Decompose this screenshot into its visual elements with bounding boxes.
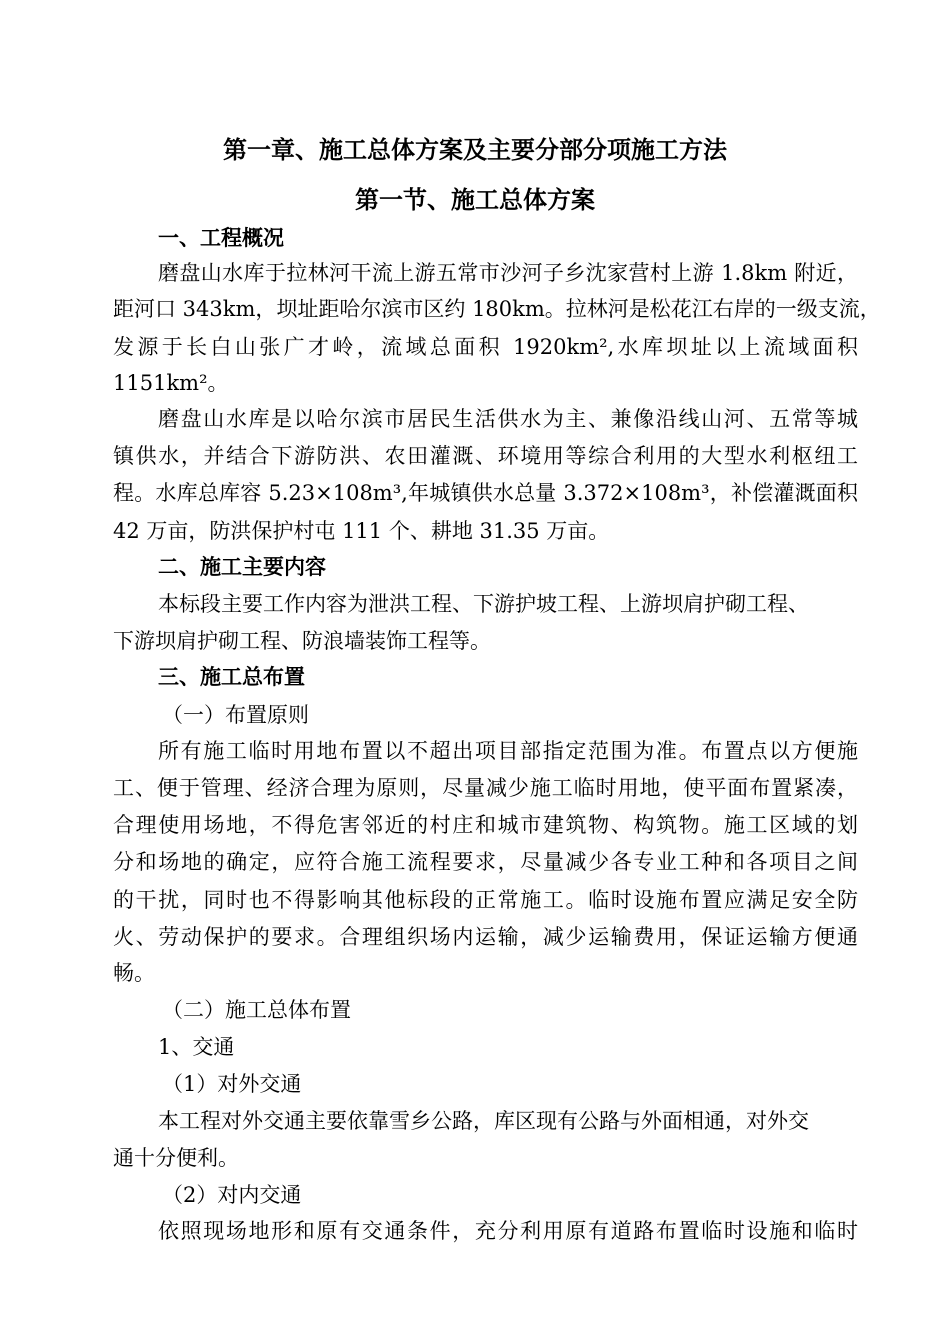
subheading-external-traffic: （1）对外交通 — [162, 1072, 302, 1096]
paragraph-line: 合理使用场地，不得危害邻近的村庄和城市建筑物、构筑物。施工区域的划 — [113, 813, 858, 837]
paragraph-line: 分和场地的确定，应符合施工流程要求，尽量减少各专业工种和各项目之间 — [113, 850, 858, 874]
paragraph-line: 42 万亩，防洪保护村屯 111 个、耕地 31.35 万亩。 — [113, 519, 610, 543]
paragraph-line: 磨盘山水库是以哈尔滨市居民生活供水为主、兼像沿线山河、五常等城 — [158, 407, 858, 431]
paragraph-line: 所有施工临时用地布置以不超出项目部指定范围为准。布置点以方便施 — [158, 739, 858, 763]
paragraph-line: 程。水库总库容 5.23×108m³,年城镇供水总量 3.372×108m³，补偿灌溉面积 — [113, 481, 858, 505]
item-traffic: 1、交通 — [158, 1035, 235, 1059]
paragraph-line: 镇供水，并结合下游防洪、农田灌溉、环境用等综合利用的大型水利枢纽工 — [113, 444, 858, 468]
paragraph-line: 工、便于管理、经济合理为原则，尽量减少施工临时用地，使平面布置紧凑， — [113, 776, 858, 800]
paragraph-line: 依照现场地形和原有交通条件，充分利用原有道路布置临时设施和临时 — [158, 1219, 858, 1243]
paragraph-line: 本标段主要工作内容为泄洪工程、下游护坡工程、上游坝肩护砌工程、 — [158, 592, 809, 616]
paragraph-line: 1151km²。 — [113, 371, 229, 395]
paragraph-line: 畅。 — [113, 961, 155, 985]
heading-main-content: 二、施工主要内容 — [158, 554, 326, 579]
paragraph-line: 通十分便利。 — [113, 1146, 239, 1170]
chapter-title: 第一章、施工总体方案及主要分部分项施工方法 — [223, 135, 727, 164]
subheading-general-layout: （二）施工总体布置 — [162, 998, 351, 1022]
paragraph-line: 发源于长白山张广才岭，流域总面积 1920km²,水库坝址以上流域面积 — [113, 335, 858, 359]
heading-project-overview: 一、工程概况 — [158, 225, 284, 250]
paragraph-line: 本工程对外交通主要依靠雪乡公路，库区现有公路与外面相通，对外交 — [158, 1109, 809, 1133]
heading-general-layout: 三、施工总布置 — [158, 664, 305, 689]
paragraph-line: 火、劳动保护的要求。合理组织场内运输，减少运输费用，保证运输方便通 — [113, 925, 858, 949]
paragraph-line: 的干扰，同时也不得影响其他标段的正常施工。临时设施布置应满足安全防 — [113, 888, 858, 912]
section-title: 第一节、施工总体方案 — [355, 185, 595, 214]
subheading-layout-principles: （一）布置原则 — [162, 703, 309, 727]
paragraph-line: 磨盘山水库于拉林河干流上游五常市沙河子乡沈家营村上游 1.8km 附近， — [158, 261, 858, 285]
paragraph-line: 距河口 343km，坝址距哈尔滨市区约 180km。拉林河是松花江右岸的一级支流， — [113, 297, 881, 321]
subheading-internal-traffic: （2）对内交通 — [162, 1183, 302, 1207]
paragraph-line: 下游坝肩护砌工程、防浪墙装饰工程等。 — [113, 629, 491, 653]
